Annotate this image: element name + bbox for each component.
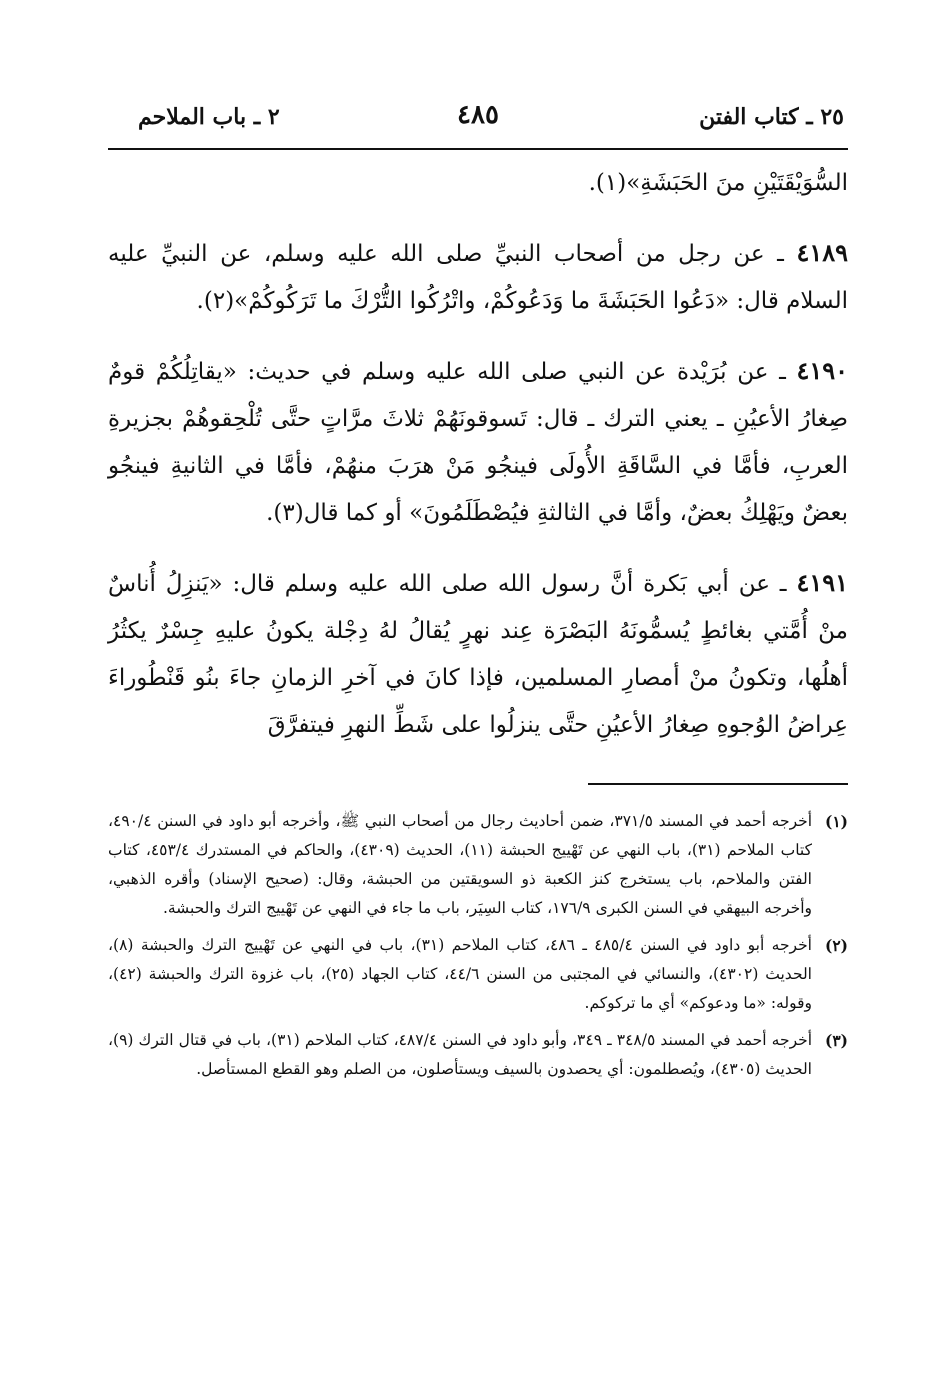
hadith-paragraph: [108, 347, 848, 537]
footnote-number: (٣): [824, 1031, 848, 1050]
footnote: [108, 931, 848, 1018]
main-text: [108, 160, 848, 749]
book-page: [108, 100, 848, 1092]
running-header: [108, 100, 848, 150]
footnote-number: (٢): [824, 936, 848, 955]
hadith-number: ٤١٩١: [796, 568, 849, 597]
hadith-number: ٤١٨٩: [796, 238, 849, 267]
footnote: [108, 1026, 848, 1084]
page-number: ٤٨٥: [457, 100, 499, 130]
footnote-text: أخرجه أحمد في المسند ٣٤٨/٥ ـ ٣٤٩، وأبو داود في السنن ٤٨٧/٤، كتاب الملاحم (٣١)، باب في قتال الترك (٩)، الحديث (٤٣٠٥)، ويُصطلمون: أي يحصدون بالسيف ويستأصلون، من الصلم وهو القطع المستأصل.: [108, 1031, 813, 1078]
footnote-divider: [588, 783, 848, 785]
hadith-paragraph: [108, 559, 848, 749]
hadith-text: ـ عن بُرَيْدة عن النبي صلى الله عليه وسلم في حديث: «يقاتِلُكُمْ قومٌ صِغارُ الأعيُنِ ـ يعني الترك ـ قال: تَسوقونَهُمْ ثلاثَ مرَّاتٍ حتَّى تُلْحِقوهُمْ بجزيرةِ العربِ، فأمَّا في السَّاقَةِ الأُولَى فينجُو مَنْ هرَبَ منهُمْ، فأمَّا في الثانيةِ فينجُو بعضٌ ويَهْلِكُ بعضٌ، وأمَّا في الثالثةِ فيُصْطَلَمُونَ» أو كما قال(٣).: [108, 359, 848, 526]
hadith-text: ـ عن رجل من أصحاب النبيِّ صلى الله عليه وسلم، عن النبيِّ عليه السلام قال: «دَعُوا الحَبَشَةَ ما وَدَعُوكُمْ، واتْرُكُوا التُّرْكَ ما تَرَكُوكُمْ»(٢).: [108, 241, 848, 314]
hadith-paragraph: [108, 229, 848, 325]
footnote-number: (١): [824, 812, 848, 831]
hadith-number: ٤١٩٠: [796, 356, 849, 385]
paragraph-text: السُّوَيْقَتَيْنِ منَ الحَبَشَةِ»(١).: [588, 170, 848, 196]
header-book-title: ٢٥ ـ كتاب الفتن: [699, 104, 844, 130]
footnote: [108, 807, 848, 923]
hadith-text: ـ عن أبي بَكرة أنَّ رسول الله صلى الله عليه وسلم قال: «يَنزِلُ أُناسٌ منْ أُمَّتي بغائطٍ يُسمُّونَهُ البَصْرَة عِند نهرٍ يُقالُ لهُ دِجْلة يكونُ عليهِ جِسْرٌ يكثُرُ أهلُها، وتكونُ منْ أمصارِ المسلمين، فإذا كانَ في آخرِ الزمانِ جاءَ بنُو قَنْطُوراءَ عِراضُ الوُجوهِ صِغارُ الأعيُنِ حتَّى ينزلُوا على شَطِّ النهرِ فيتفرَّقَ: [108, 571, 848, 738]
header-chapter-title: ٢ ـ باب الملاحم: [138, 104, 280, 130]
footnote-text: أخرجه أحمد في المسند ٣٧١/٥، ضمن أحاديث رجال من أصحاب النبي ﷺ، وأخرجه أبو داود في السنن ٤٩٠/٤، كتاب الملاحم (٣١)، باب النهي عن تَهْييج الحبشة (١١)، الحديث (٤٣٠٩)، والحاكم في المستدرك ٤٥٣/٤، كتاب الفتن والملاحم، باب يستخرج كنز الكعبة ذو السويقتين من الحبشة، وقال: (صحيح الإسناد) وأقره الذهبي، وأخرجه البيهقي في السنن الكبرى ١٧٦/٩، كتاب السِيَر، باب ما جاء في النهي عن تَهْييج الترك والحبشة.: [108, 812, 813, 917]
footnote-text: أخرجه أبو داود في السنن ٤٨٥/٤ ـ ٤٨٦، كتاب الملاحم (٣١)، باب في النهي عن تَهْييج الترك والحبشة (٨)، الحديث (٤٣٠٢)، والنسائي في المجتبى من السنن ٤٤/٦، كتاب الجهاد (٢٥)، باب غزوة الترك والحبشة (٤٢)، وقوله: «ما ودعوكم» أي ما تركوكم.: [108, 936, 812, 1012]
paragraph-continuation: [108, 160, 848, 207]
footnotes: [108, 807, 848, 1084]
